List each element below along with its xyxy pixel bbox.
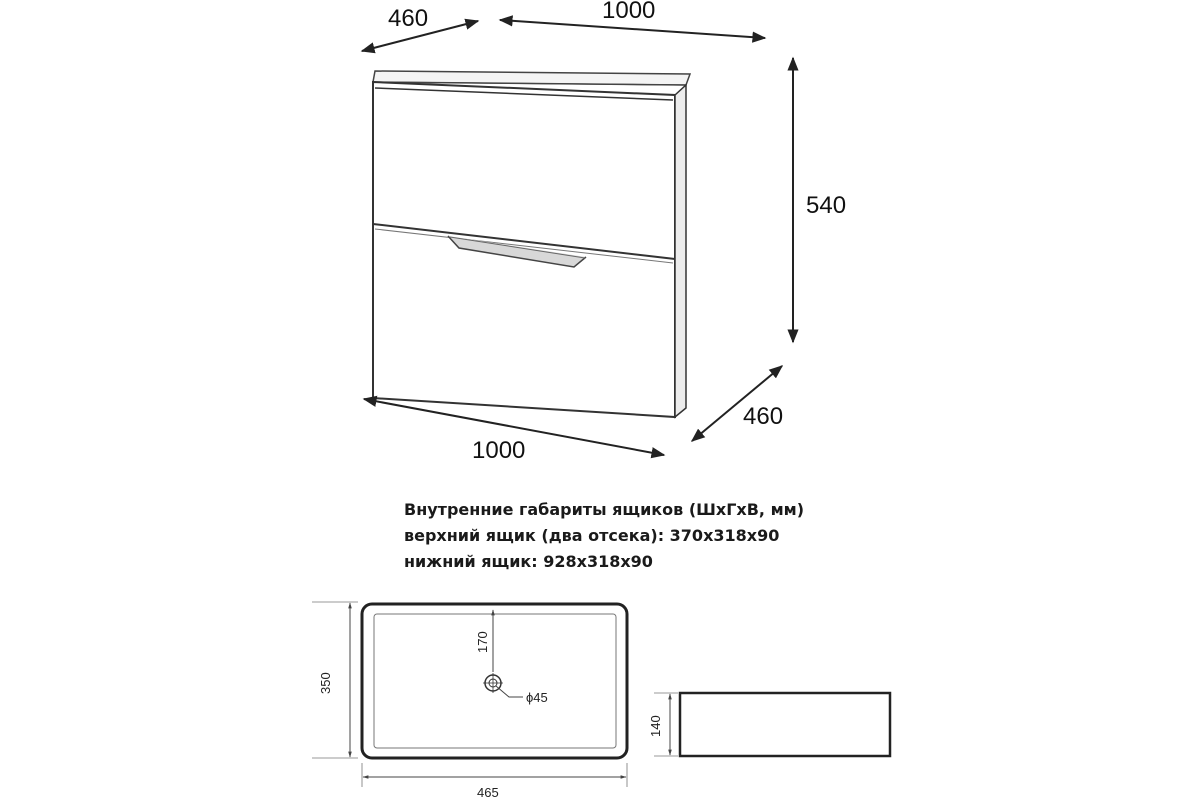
basin-side-view	[648, 693, 890, 756]
top-depth-label: 460	[388, 5, 429, 32]
drain-offset-label: 170	[475, 631, 490, 653]
height-label: 540	[806, 192, 847, 219]
notes-line-3: нижний ящик: 928х318х90	[404, 552, 653, 571]
drain-diameter-label: ϕ45	[526, 690, 548, 705]
notes-line-2: верхний ящик (два отсека): 370х318х90	[404, 526, 780, 545]
bottom-width-label: 1000	[472, 437, 526, 464]
notes-line-1: Внутренние габариты ящиков (ШхГхВ, мм)	[404, 500, 805, 519]
basin-side-height-label: 140	[648, 715, 663, 737]
basin-top-view	[362, 604, 627, 758]
basin-height-label: 350	[318, 672, 333, 694]
bottom-depth-label: 460	[743, 403, 784, 430]
basin-width-label: 465	[477, 785, 499, 800]
drawer-dimensions-notes	[404, 497, 804, 575]
top-width-label: 1000	[602, 0, 656, 24]
cabinet-side	[675, 85, 686, 417]
cabinet-drawing	[373, 71, 690, 417]
basin-side-body	[680, 693, 890, 756]
basin-inner-bowl	[374, 614, 616, 748]
